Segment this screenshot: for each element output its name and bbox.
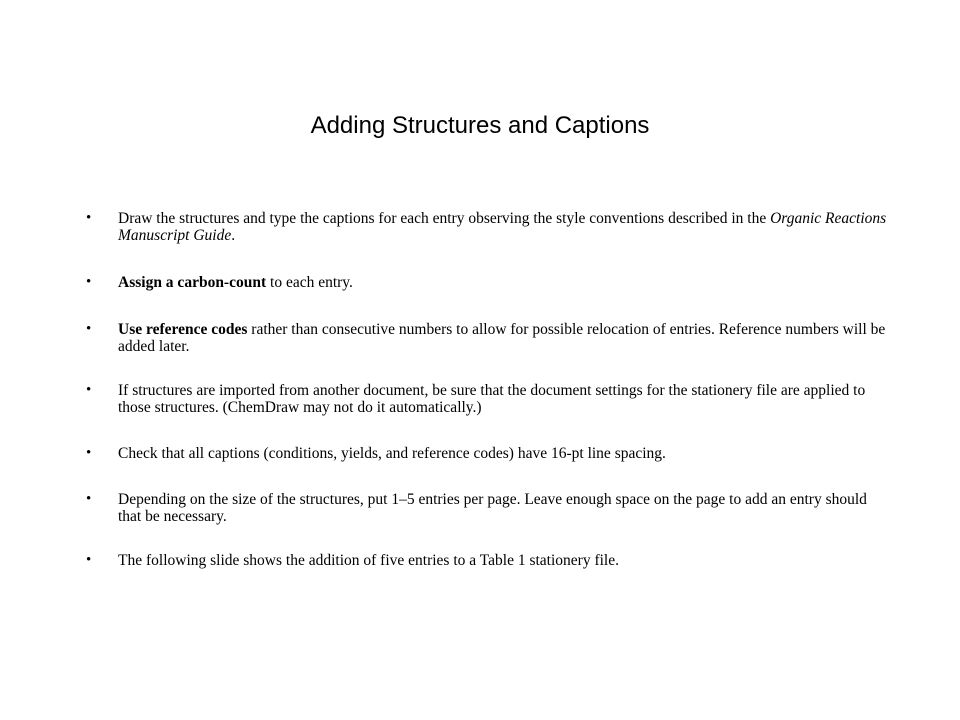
bullet-text [118, 321, 893, 355]
bullet-text: If structures are imported from another document, be sure that the document settings for the stationery file are applied to those structures. (ChemDraw may not do it automatically.) [118, 382, 866, 416]
bullet-icon: • [86, 210, 92, 226]
manuscript-guide-title: Organic Reactions Manuscript Guide [118, 210, 887, 244]
bullet-text [118, 274, 893, 291]
bullet-text [118, 210, 893, 244]
bullet-text: The following slide shows the addition of five entries to a Table 1 stationery file. [118, 552, 619, 569]
bullet-icon: • [86, 382, 92, 398]
bullet-text-part: Draw the structures and type the captions for each entry observing the style conventions described in the [118, 210, 771, 227]
slide-title: Adding Structures and Captions [310, 112, 650, 139]
bullet-text: Check that all captions (conditions, yields, and reference codes) have 16-pt line spacing. [118, 445, 666, 462]
bullet-text-part: rather than consecutive numbers to allow for possible relocation of entries. Reference numbers will be added later. [118, 321, 886, 355]
bullet-icon: • [86, 491, 92, 507]
bullet-icon: • [86, 552, 92, 568]
bullet-text: Depending on the size of the structures, put 1–5 entries per page. Leave enough space on the page to add an entry should that be necessary. [118, 491, 867, 525]
bullet-icon: • [86, 445, 92, 461]
bullet-emphasis: Assign a carbon-count [118, 274, 267, 291]
bullet-icon: • [86, 274, 92, 290]
bullet-emphasis: Use reference codes [118, 321, 248, 338]
bullet-icon: • [86, 321, 92, 337]
bullet-text-part: . [231, 227, 236, 244]
bullet-text-part: to each entry. [266, 274, 353, 291]
